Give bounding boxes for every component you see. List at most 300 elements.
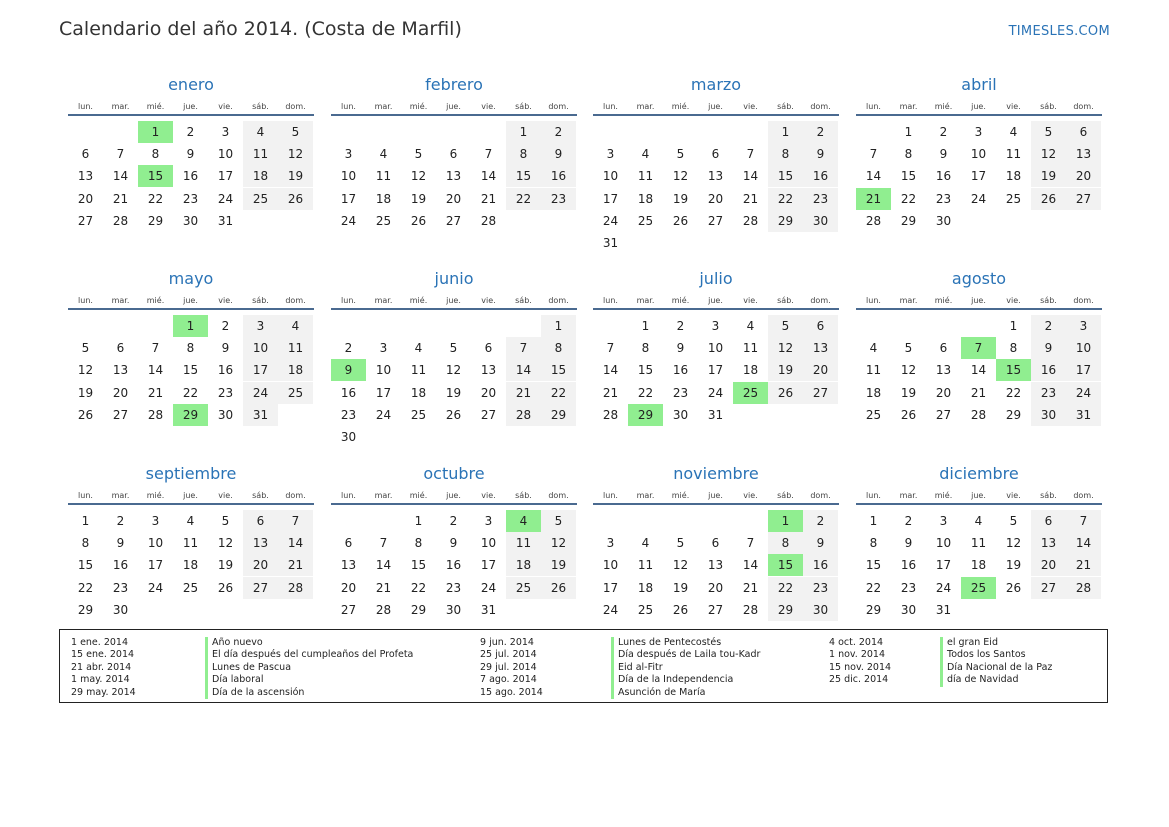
holiday-day-cell: 29 [173,404,208,426]
day-cell: 10 [970,147,987,162]
day-cell: 27 [112,407,129,422]
day-cell: 18 [1005,169,1022,184]
weekday-label: mié. [671,296,690,305]
day-cell: 2 [449,514,458,528]
day-cell: 25 [182,580,199,595]
day-cell: 5 [81,341,90,356]
day-cell: 25 [1005,191,1022,206]
day-cell: 24 [602,213,619,228]
day-cell: 15 [637,363,654,378]
weekday-label: dom. [548,296,569,305]
month-divider [856,308,1102,310]
legend-holiday-name: Día Nacional de la Paz [940,662,1052,674]
day-cell: 14 [375,558,392,573]
weekday-label: mié. [409,102,428,111]
day-cell: 6 [803,315,838,337]
day-cell: 27 [707,213,724,228]
weekday-label: vie. [1006,102,1021,111]
day-cell: 1 [641,319,650,333]
day-cell: 6 [939,341,948,356]
day-cell: 23 [803,577,838,599]
day-cell: 8 [81,536,90,551]
weekday-label: lun. [341,296,356,305]
day-cell: 5 [221,514,230,528]
day-cell: 8 [904,147,913,162]
day-cell: 13 [340,558,357,573]
day-cell: 29 [865,602,882,617]
legend-date: 7 ago. 2014 [480,674,537,686]
day-cell: 22 [637,385,654,400]
day-cell: 23 [340,407,357,422]
day-cell: 22 [77,580,94,595]
day-cell: 15 [182,363,199,378]
legend-holiday-name: Año nuevo [205,637,413,649]
holiday-day-cell: 21 [856,188,891,210]
day-cell: 10 [243,337,278,359]
day-cell: 18 [742,363,759,378]
weekday-label: vie. [743,491,758,500]
day-cell: 5 [278,121,313,143]
day-cell: 17 [480,558,497,573]
day-cell: 20 [243,554,278,576]
legend-holiday-name: El día después del cumpleaños del Profeta [205,649,413,661]
legend-holiday-name: Asunción de María [611,687,760,699]
day-cell: 18 [506,554,541,576]
day-cell: 2 [904,514,913,528]
legend-date: 29 jul. 2014 [480,661,537,673]
day-cell: 14 [970,363,987,378]
day-cell: 20 [112,385,129,400]
day-cell: 27 [340,602,357,617]
day-cell: 12 [445,363,462,378]
day-cell: 12 [768,337,803,359]
day-cell: 4 [186,514,195,528]
weekday-label: sáb. [1040,296,1057,305]
day-cell: 21 [742,580,759,595]
day-cell: 2 [803,510,838,532]
day-cell: 4 [1009,125,1018,139]
day-cell: 2 [344,341,353,356]
day-cell: 26 [217,580,234,595]
day-cell: 5 [1031,121,1066,143]
month-name: marzo [690,75,742,94]
day-cell: 21 [506,382,541,404]
day-cell: 16 [182,169,199,184]
weekday-label: mar. [636,491,655,500]
day-cell: 13 [1066,143,1101,165]
day-cell: 20 [707,580,724,595]
legend-date: 1 ene. 2014 [71,637,128,648]
day-cell: 26 [672,602,689,617]
day-cell: 20 [935,385,952,400]
weekday-label: jue. [971,491,986,500]
day-cell: 19 [900,385,917,400]
holiday-day-cell: 15 [996,359,1031,381]
day-cell: 12 [541,532,576,554]
weekday-label: sáb. [1040,491,1057,500]
month-divider [856,503,1102,505]
day-cell: 28 [147,407,164,422]
weekday-label: mié. [934,102,953,111]
day-cell: 20 [1031,554,1066,576]
day-cell: 31 [217,213,234,228]
day-cell: 29 [1005,407,1022,422]
day-cell: 16 [112,558,129,573]
day-cell: 24 [243,382,278,404]
weekday-label: lun. [866,491,881,500]
day-cell: 16 [217,363,234,378]
day-cell: 19 [1005,558,1022,573]
day-cell: 9 [803,143,838,165]
weekday-label: vie. [481,102,496,111]
day-cell: 21 [1066,554,1101,576]
day-cell: 26 [77,407,94,422]
day-cell: 30 [803,210,838,232]
day-cell: 7 [116,147,125,162]
day-cell: 5 [676,147,685,162]
legend-names-column [611,637,760,699]
day-cell: 16 [445,558,462,573]
day-cell: 18 [243,165,278,187]
day-cell: 17 [375,385,392,400]
day-cell: 7 [746,147,755,162]
day-cell: 28 [375,602,392,617]
day-cell: 19 [217,558,234,573]
day-cell: 23 [900,580,917,595]
legend-date: 21 abr. 2014 [71,661,132,673]
day-cell: 15 [900,169,917,184]
weekday-label: mar. [636,296,655,305]
day-cell: 6 [711,536,720,551]
day-cell: 28 [970,407,987,422]
day-cell: 19 [1031,165,1066,187]
day-cell: 11 [1005,147,1022,162]
day-cell: 17 [707,363,724,378]
day-cell: 9 [116,536,125,551]
day-cell: 11 [506,532,541,554]
day-cell: 15 [506,165,541,187]
day-cell: 10 [602,169,619,184]
day-cell: 11 [637,558,654,573]
day-cell: 24 [147,580,164,595]
day-cell: 4 [278,315,313,337]
day-cell: 11 [865,363,882,378]
day-cell: 30 [340,430,357,444]
weekday-label: mar. [374,296,393,305]
weekday-label: vie. [1006,491,1021,500]
day-cell: 24 [707,385,724,400]
day-cell: 31 [707,407,724,422]
weekday-label: mié. [409,296,428,305]
day-cell: 27 [445,213,462,228]
day-cell: 11 [410,363,427,378]
day-cell: 21 [278,554,313,576]
weekday-label: sáb. [515,491,532,500]
day-cell: 12 [672,558,689,573]
day-cell: 7 [606,341,615,356]
day-cell: 7 [869,147,878,162]
weekday-label: mié. [934,491,953,500]
day-cell: 13 [445,169,462,184]
day-cell: 16 [803,554,838,576]
holiday-day-cell: 15 [768,554,803,576]
month-divider [856,114,1102,116]
day-cell: 24 [217,191,234,206]
day-cell: 2 [1031,315,1066,337]
legend-holiday-name: Día laboral [205,674,413,686]
month-name: febrero [425,75,483,94]
day-cell: 20 [340,580,357,595]
day-cell: 13 [803,337,838,359]
day-cell: 30 [1031,404,1066,426]
day-cell: 11 [182,536,199,551]
day-cell: 17 [340,191,357,206]
day-cell: 23 [445,580,462,595]
holiday-day-cell: 9 [331,359,366,381]
day-cell: 6 [243,510,278,532]
day-cell: 27 [243,577,278,599]
month-divider [68,114,314,116]
day-cell: 31 [243,404,278,426]
holiday-day-cell: 15 [138,165,173,187]
day-cell: 10 [602,558,619,573]
weekday-label: lun. [603,102,618,111]
day-cell: 8 [151,147,160,162]
day-cell: 7 [151,341,160,356]
day-cell: 19 [768,359,803,381]
day-cell: 14 [506,359,541,381]
day-cell: 14 [1066,532,1101,554]
weekday-label: mié. [146,491,165,500]
day-cell: 3 [1066,315,1101,337]
day-cell: 9 [1031,337,1066,359]
day-cell: 16 [900,558,917,573]
day-cell: 1 [541,315,576,337]
holiday-day-cell: 29 [628,404,663,426]
day-cell: 16 [935,169,952,184]
day-cell: 21 [375,580,392,595]
legend-date: 1 may. 2014 [71,674,130,686]
day-cell: 9 [221,341,230,356]
month-divider [593,503,839,505]
day-cell: 4 [243,121,278,143]
month-divider [331,308,577,310]
day-cell: 22 [182,385,199,400]
day-cell: 5 [414,147,423,162]
day-cell: 3 [221,125,230,139]
day-cell: 3 [974,125,983,139]
weekday-label: sáb. [515,296,532,305]
day-cell: 21 [602,385,619,400]
day-cell: 3 [243,315,278,337]
day-cell: 4 [746,319,755,333]
day-cell: 26 [1031,188,1066,210]
holiday-day-cell: 1 [768,510,803,532]
day-cell: 30 [445,602,462,617]
day-cell: 17 [602,191,619,206]
day-cell: 19 [77,385,94,400]
month-name: diciembre [939,464,1019,483]
day-cell: 1 [768,121,803,143]
day-cell: 29 [900,213,917,228]
day-cell: 13 [935,363,952,378]
day-cell: 10 [707,341,724,356]
day-cell: 18 [410,385,427,400]
day-cell: 26 [445,407,462,422]
day-cell: 29 [768,210,803,232]
day-cell: 24 [935,580,952,595]
day-cell: 15 [77,558,94,573]
weekday-label: lun. [341,491,356,500]
weekday-label: mar. [111,491,130,500]
weekday-label: dom. [548,102,569,111]
day-cell: 10 [1066,337,1101,359]
day-cell: 2 [803,121,838,143]
day-cell: 4 [641,536,650,551]
weekday-label: mar. [899,491,918,500]
legend-date: 15 nov. 2014 [829,661,892,673]
weekday-label: dom. [1073,296,1094,305]
weekday-label: dom. [810,296,831,305]
day-cell: 7 [506,337,541,359]
day-cell: 28 [602,407,619,422]
day-cell: 29 [410,602,427,617]
day-cell: 3 [606,147,615,162]
day-cell: 23 [541,188,576,210]
day-cell: 20 [480,385,497,400]
day-cell: 5 [904,341,913,356]
legend-holiday-name: Eid al-Fitr [611,662,760,674]
weekday-label: mar. [899,296,918,305]
legend-holiday-name: Lunes de Pascua [205,662,413,674]
day-cell: 5 [449,341,458,356]
day-cell: 12 [217,536,234,551]
day-cell: 19 [278,165,313,187]
day-cell: 26 [768,382,803,404]
day-cell: 23 [217,385,234,400]
legend-holiday-name: día de Navidad [940,674,1052,686]
weekday-label: sáb. [777,491,794,500]
day-cell: 27 [480,407,497,422]
day-cell: 27 [77,213,94,228]
brand-link[interactable]: TIMESLES.COM [1008,24,1110,39]
weekday-label: jue. [971,102,986,111]
weekday-label: mar. [899,102,918,111]
day-cell: 21 [970,385,987,400]
day-cell: 8 [768,532,803,554]
day-cell: 12 [672,169,689,184]
day-cell: 20 [707,191,724,206]
day-cell: 18 [375,191,392,206]
day-cell: 30 [672,407,689,422]
legend-holiday-name: Día después de Laila tou-Kadr [611,649,760,661]
weekday-label: mié. [671,491,690,500]
day-cell: 17 [217,169,234,184]
day-cell: 25 [375,213,392,228]
weekday-label: sáb. [252,491,269,500]
day-cell: 14 [112,169,129,184]
day-cell: 2 [186,125,195,139]
day-cell: 24 [340,213,357,228]
day-cell: 30 [900,602,917,617]
day-cell: 18 [970,558,987,573]
day-cell: 22 [541,382,576,404]
day-cell: 16 [1031,359,1066,381]
legend-date: 29 may. 2014 [71,686,136,698]
day-cell: 22 [506,188,541,210]
day-cell: 27 [707,602,724,617]
day-cell: 1 [81,514,90,528]
day-cell: 15 [541,359,576,381]
weekday-label: mié. [934,296,953,305]
weekday-label: lun. [78,296,93,305]
day-cell: 8 [768,143,803,165]
day-cell: 23 [672,385,689,400]
weekday-label: dom. [548,491,569,500]
day-cell: 18 [182,558,199,573]
day-cell: 14 [480,169,497,184]
day-cell: 23 [935,191,952,206]
day-cell: 9 [676,341,685,356]
legend-date: 1 nov. 2014 [829,649,885,661]
day-cell: 17 [1066,359,1101,381]
day-cell: 2 [541,121,576,143]
weekday-label: lun. [603,296,618,305]
day-cell: 6 [1066,121,1101,143]
day-cell: 2 [676,319,685,333]
legend-dates-column [480,637,543,699]
weekday-label: dom. [285,491,306,500]
legend-holiday-name: Día de la ascensión [205,687,413,699]
day-cell: 8 [414,536,423,551]
legend-holiday-name: el gran Eid [940,637,1052,649]
weekday-label: dom. [810,491,831,500]
day-cell: 5 [1009,514,1018,528]
month-name: noviembre [673,464,759,483]
legend-date: 15 ene. 2014 [71,649,135,661]
day-cell: 13 [480,363,497,378]
day-cell: 19 [541,554,576,576]
day-cell: 24 [375,407,392,422]
day-cell: 18 [278,359,313,381]
day-cell: 22 [768,577,803,599]
day-cell: 8 [506,143,541,165]
weekday-label: sáb. [777,296,794,305]
day-cell: 6 [344,536,353,551]
weekday-label: mié. [671,102,690,111]
day-cell: 25 [410,407,427,422]
day-cell: 31 [602,236,619,250]
legend-holiday-name: Lunes de Pentecostés [611,637,760,649]
day-cell: 3 [939,514,948,528]
day-cell: 1 [1009,319,1018,333]
day-cell: 25 [865,407,882,422]
day-cell: 16 [340,385,357,400]
day-cell: 12 [1031,143,1066,165]
day-cell: 16 [541,165,576,187]
day-cell: 6 [116,341,125,356]
day-cell: 28 [742,602,759,617]
day-cell: 2 [116,514,125,528]
weekday-label: lun. [603,491,618,500]
day-cell: 28 [742,213,759,228]
month-name: septiembre [145,464,237,483]
weekday-label: vie. [743,102,758,111]
day-cell: 13 [1031,532,1066,554]
legend-names-column [940,637,1052,687]
day-cell: 13 [77,169,94,184]
day-cell: 3 [151,514,160,528]
